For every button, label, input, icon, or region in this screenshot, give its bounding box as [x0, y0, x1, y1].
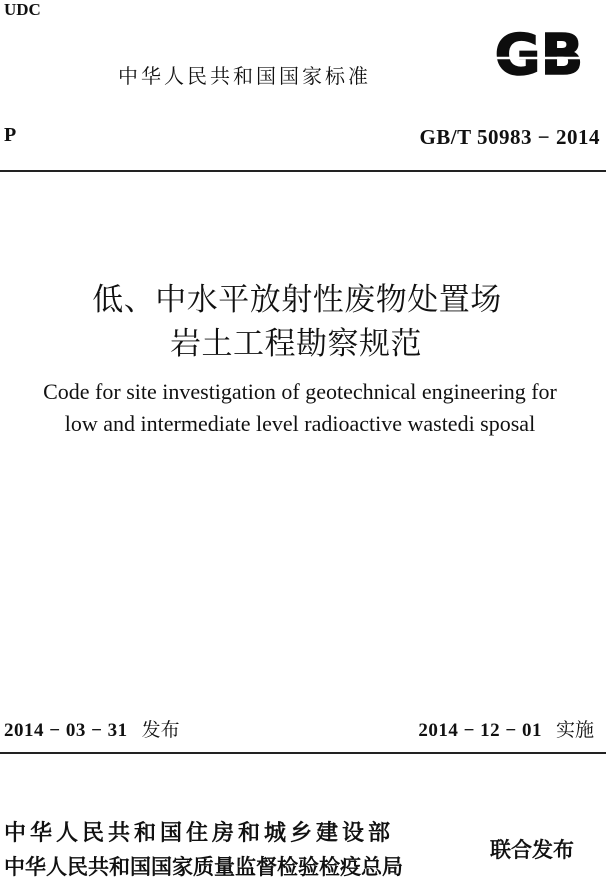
title-en-line1: Code for site investigation of geotechnical engineering for	[43, 379, 557, 404]
effective-date-block	[418, 715, 594, 742]
issue-date: 2014 − 03 − 31	[4, 720, 128, 741]
title-en-line2: low and intermediate level radioactive wastedi sposal	[64, 411, 536, 436]
issuing-agency: 中华人民共和国国家标准	[118, 64, 371, 88]
top-divider	[0, 170, 606, 172]
issue-date-block	[4, 715, 180, 742]
issue-label: 发布	[141, 719, 180, 741]
title-zh-line1: 低、中水平放射性废物处置场	[92, 282, 502, 318]
standard-number: GB/T 50983 − 2014	[419, 125, 600, 149]
effective-date: 2014 − 12 − 01	[418, 720, 542, 741]
issuer-ministry-housing: 中华人民共和国住房和城乡建设部	[4, 821, 395, 846]
title-zh-line2: 岩土工程勘察规范	[170, 326, 422, 362]
udc-label: UDC	[4, 0, 41, 19]
effective-label: 实施	[555, 719, 594, 741]
issuer-aqsiq: 中华人民共和国国家质量监督检验检疫总局	[4, 855, 403, 879]
gb-logo	[483, 24, 595, 84]
classification-code: P	[4, 124, 17, 146]
gb-logo-text: GB	[494, 24, 584, 84]
bottom-divider	[0, 752, 606, 754]
joint-issue-label: 联合发布	[490, 838, 574, 862]
